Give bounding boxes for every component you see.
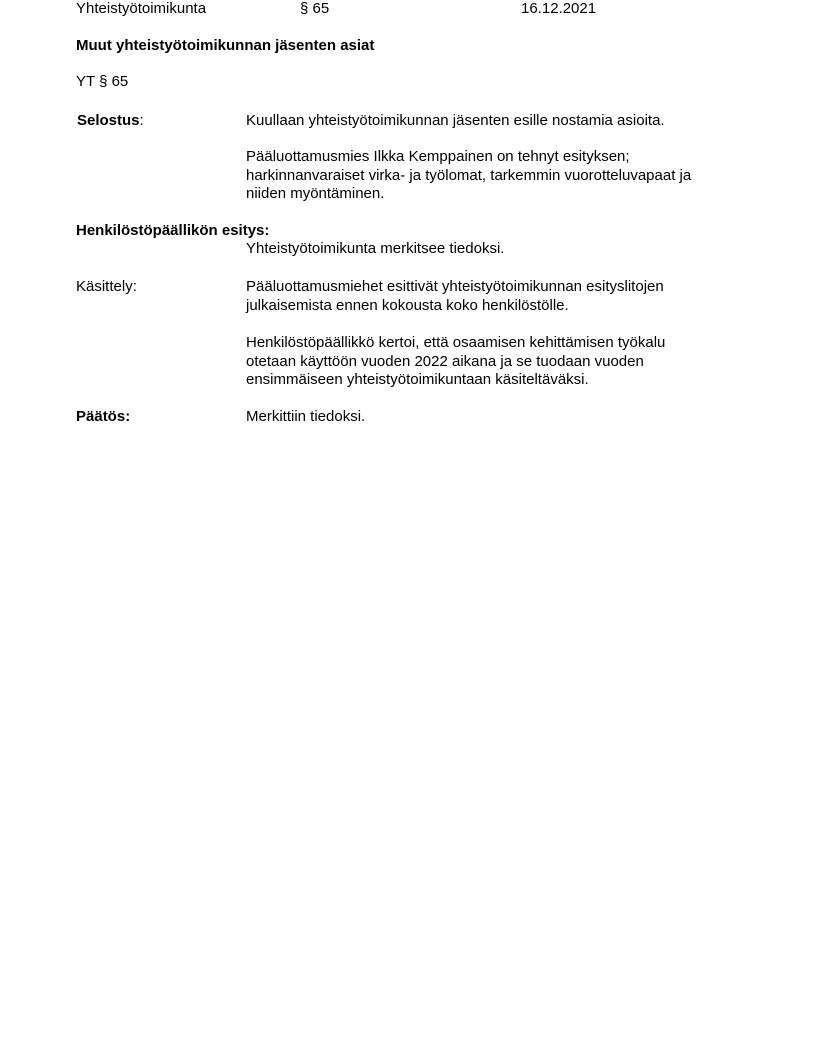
selostus-label-text: Selostus bbox=[77, 112, 140, 129]
selostus-label-colon: : bbox=[139, 112, 144, 129]
kasittely-para1 bbox=[246, 278, 664, 315]
selostus-para2 bbox=[246, 148, 691, 204]
kasittely-para2-line-2: otetaan käyttöön vuoden 2022 aikana ja se tuodaan vuoden bbox=[246, 352, 644, 370]
kasittely-para2-line-3: ensimmäiseen yhteistyötoimikuntaan käsiteltäväksi. bbox=[246, 371, 589, 388]
kasittely-label: Käsittely: bbox=[76, 278, 137, 295]
esitys-text bbox=[246, 240, 504, 259]
selostus-para1-line: Kuullaan yhteistyötoimikunnan jäsenten esille nostamia asioita. bbox=[246, 112, 665, 129]
esitys-text-line: Yhteistyötoimikunta merkitsee tiedoksi. bbox=[246, 240, 505, 257]
kasittely-para1-line-2: julkaisemista ennen kokousta koko henkilöstölle. bbox=[246, 296, 569, 314]
paatos-text-line: Merkittiin tiedoksi. bbox=[246, 408, 366, 425]
header-section: § 65 bbox=[300, 0, 330, 17]
selostus-para1 bbox=[246, 112, 665, 131]
selostus-para2-line-3: niiden myöntäminen. bbox=[246, 185, 385, 202]
section-reference: YT § 65 bbox=[76, 73, 129, 90]
selostus-label bbox=[77, 112, 144, 129]
selostus-para2-line-2: harkinnanvaraiset virka- ja työlomat, tarkemmin vuorotteluvapaat ja bbox=[246, 166, 692, 184]
kasittely-para1-line-1: Pääluottamusmiehet esittivät yhteistyötoimikunnan esityslitojen bbox=[246, 278, 664, 295]
header-date: 16.12.2021 bbox=[521, 0, 597, 17]
kasittely-para2 bbox=[246, 334, 665, 390]
paatos-text bbox=[246, 408, 365, 427]
esitys-label: Henkilöstöpäällikön esitys: bbox=[76, 222, 270, 239]
header-committee: Yhteistyötoimikunta bbox=[76, 0, 207, 17]
paatos-label: Päätös: bbox=[76, 408, 131, 425]
document-title: Muut yhteistyötoimikunnan jäsenten asiat bbox=[76, 37, 375, 54]
kasittely-para2-line-1: Henkilöstöpäällikkö kertoi, että osaamisen kehittämisen työkalu bbox=[246, 334, 666, 351]
selostus-para2-line-1: Pääluottamusmies Ilkka Kemppainen on tehnyt esityksen; bbox=[246, 148, 630, 165]
